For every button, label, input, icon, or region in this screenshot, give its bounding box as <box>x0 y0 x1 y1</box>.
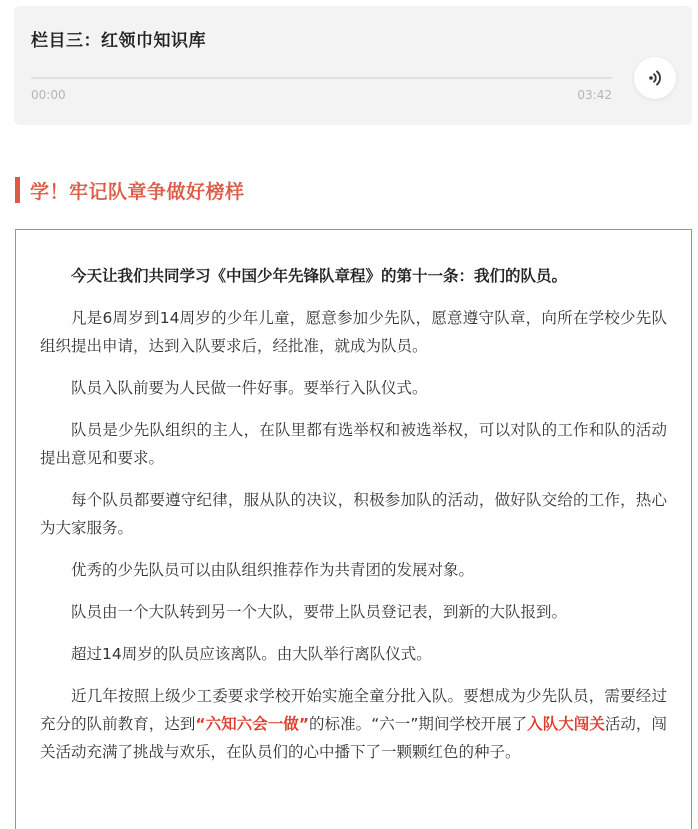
article-paragraph: 优秀的少先队员可以由队组织推荐作为共青团的发展对象。 <box>71 561 475 579</box>
article-paragraph: 队员是少先队组织的主人，在队里都有选举权和被选举权，可以对队的工作和队的活动提出意见和要求。 <box>40 421 667 467</box>
audio-play-button[interactable] <box>634 57 676 99</box>
audio-title: 栏目三：红领巾知识库 <box>31 31 206 51</box>
paragraph-text: 活动，闯关活动充满了挑战与欢乐，在队员们的心中播下了一颗颗红色的种子。 <box>40 715 667 761</box>
heading-accent-bar <box>15 177 20 203</box>
article-paragraph: 每个队员都要遵守纪律，服从队的决议，积极参加队的活动，做好队交给的工作，热心为大家服务。 <box>40 491 667 537</box>
audio-current-time: 00:00 <box>31 88 66 102</box>
article-intro: 今天让我们共同学习《中国少年先锋队章程》的第十一条：我们的队员。 <box>71 267 568 285</box>
section-heading-text: 学！牢记队章争做好榜样 <box>30 180 245 203</box>
audio-total-time: 03:42 <box>577 88 612 102</box>
article-paragraph: 队员入队前要为人民做一件好事。要举行入队仪式。 <box>71 379 428 397</box>
highlight-text: “六知六会一做” <box>195 715 310 733</box>
article-content-box <box>15 229 692 829</box>
speaker-icon <box>646 69 664 87</box>
article-paragraph: 队员由一个大队转到另一个大队，要带上队员登记表，到新的大队报到。 <box>71 603 568 621</box>
section-heading <box>15 176 245 204</box>
paragraph-text: 的标准。“六一”期间学校开展了 <box>309 715 528 733</box>
article-paragraph-final <box>40 682 667 766</box>
paragraph-text: 近几年按照上级少工委要求学校开始实施全童分批入队。要想成为少先队员，需要经过充分的队前教育，达到 <box>40 687 667 733</box>
article-paragraph: 凡是6周岁到14周岁的少年儿童，愿意参加少先队，愿意遵守队章，向所在学校少先队组织提出申请，达到入队要求后，经批准，就成为队员。 <box>40 309 667 355</box>
article-paragraph: 超过14周岁的队员应该离队。由大队举行离队仪式。 <box>71 645 432 663</box>
highlight-text: 入队大闯关 <box>527 715 605 733</box>
audio-player-card <box>14 6 692 125</box>
audio-progress-bar[interactable] <box>31 77 612 79</box>
